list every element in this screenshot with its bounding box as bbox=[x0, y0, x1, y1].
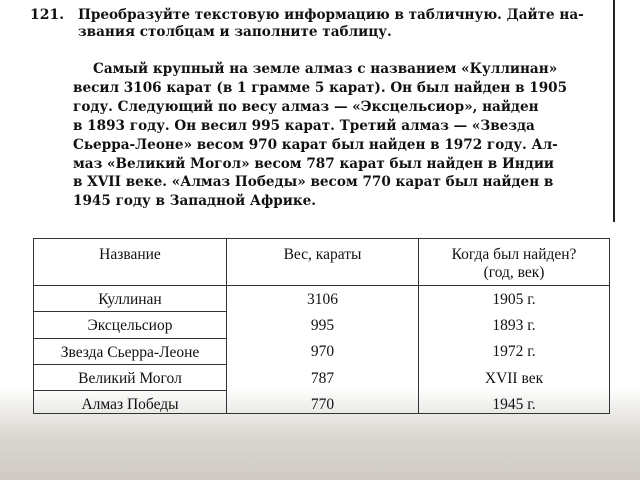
cell-weight: 970 bbox=[310, 343, 335, 360]
paragraph-line: весил 3106 карат (в 1 грамме 5 карат). Он был найден в 1905 bbox=[73, 79, 568, 96]
cell-found: 1945 г. bbox=[492, 396, 536, 413]
task-instruction: Преобразуйте текстовую информацию в табличную. Дайте на- звания столбцам и заполните таблицу. bbox=[78, 7, 584, 40]
table-border-right bbox=[609, 238, 610, 414]
table-border-top bbox=[33, 238, 610, 239]
cell-weight: 3106 bbox=[307, 291, 338, 308]
name-row-line bbox=[33, 338, 227, 339]
cell-name: Великий Могол bbox=[78, 370, 182, 387]
header-found-sub: (год, век) bbox=[483, 264, 545, 281]
found-row-line bbox=[418, 285, 610, 286]
cell-found: XVII век bbox=[484, 370, 544, 387]
paragraph-line: Сьерра-Леоне» весом 970 карат был найден в 1972 году. Ал- bbox=[73, 136, 558, 153]
weight-row-line bbox=[226, 285, 419, 286]
cell-found: 1893 г. bbox=[492, 317, 536, 334]
cell-weight: 787 bbox=[310, 370, 335, 387]
header-weight: Вес, караты bbox=[283, 246, 362, 263]
paragraph-line: 1945 году в Западной Африке. bbox=[73, 193, 317, 210]
cell-found: 1905 г. bbox=[492, 291, 536, 308]
name-row-line bbox=[33, 311, 227, 312]
cell-name: Эксцельсиор bbox=[87, 317, 173, 334]
task-number: 121. bbox=[30, 7, 65, 23]
cell-weight: 770 bbox=[310, 396, 335, 413]
header-name: Название bbox=[99, 246, 161, 263]
name-row-line bbox=[33, 364, 227, 365]
cell-weight: 995 bbox=[310, 317, 335, 334]
cell-name: Куллинан bbox=[98, 291, 162, 308]
paragraph-line: году. Следующий по весу алмаз — «Эксцельсиор», найден bbox=[73, 98, 539, 115]
paragraph-line: в XVII веке. «Алмаз Победы» весом 770 карат был найден в bbox=[73, 174, 554, 191]
paragraph-line: Самый крупный на земле алмаз с названием «Куллинан» bbox=[93, 61, 558, 77]
paragraph-line: маз «Великий Могол» весом 787 карат был найден в Индии bbox=[73, 155, 554, 172]
paragraph-line: в 1893 году. Он весил 995 карат. Третий алмаз — «Звезда bbox=[73, 117, 535, 134]
name-row-line bbox=[33, 390, 227, 391]
name-row-line bbox=[33, 285, 227, 286]
cell-found: 1972 г. bbox=[492, 343, 536, 360]
cell-name: Алмаз Победы bbox=[81, 396, 179, 413]
header-found: Когда был найден? bbox=[451, 246, 577, 263]
table-border-bottom bbox=[33, 413, 610, 414]
cell-name: Звезда Сьерра-Леоне bbox=[60, 344, 200, 361]
